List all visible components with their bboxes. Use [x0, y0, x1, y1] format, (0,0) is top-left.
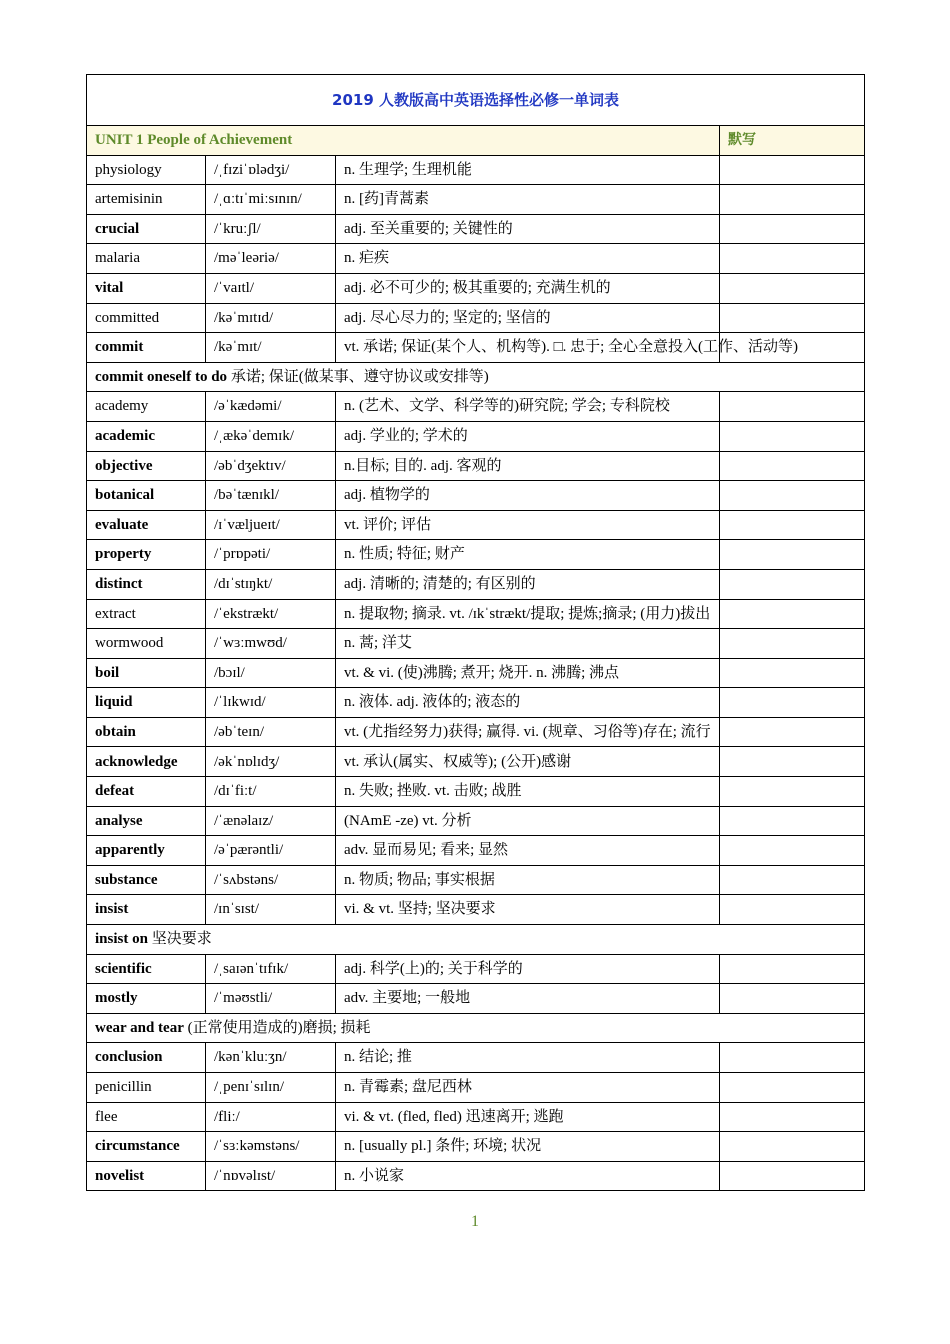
- meaning-cell: adj. 至关重要的; 关键性的: [336, 214, 720, 244]
- unit-header-row: [87, 126, 865, 156]
- word-cell: liquid: [87, 688, 206, 718]
- word-cell: insist: [87, 895, 206, 925]
- word-cell: defeat: [87, 777, 206, 807]
- phrase-cell: [87, 1013, 865, 1043]
- dictation-cell[interactable]: [720, 599, 865, 629]
- dictation-cell[interactable]: [720, 777, 865, 807]
- word-cell: botanical: [87, 481, 206, 511]
- phrase-row: [87, 1013, 865, 1043]
- meaning-cell: (NAmE -ze) vt. 分析: [336, 806, 720, 836]
- phonetic-cell: /əkˈnɒlɪdʒ/: [206, 747, 336, 777]
- meaning-cell: n.目标; 目的. adj. 客观的: [336, 451, 720, 481]
- phonetic-cell: /ˈwɜːmwʊd/: [206, 629, 336, 659]
- dictation-cell[interactable]: [720, 451, 865, 481]
- dictation-cell[interactable]: [720, 629, 865, 659]
- phrase-text: commit oneself to do: [95, 368, 228, 385]
- phonetic-cell: /əˈkædəmi/: [206, 392, 336, 422]
- phonetic-cell: /kəˈmɪt/: [206, 333, 336, 363]
- phonetic-cell: /ˈænəlaɪz/: [206, 806, 336, 836]
- word-row: [87, 481, 865, 511]
- word-row: [87, 747, 865, 777]
- phonetic-cell: /ˈnɒvəlɪst/: [206, 1161, 336, 1191]
- phrase-text: wear and tear: [95, 1019, 184, 1036]
- meaning-cell: n. [药]青蒿素: [336, 185, 720, 215]
- word-cell: boil: [87, 658, 206, 688]
- word-row: [87, 1102, 865, 1132]
- word-cell: substance: [87, 865, 206, 895]
- word-row: [87, 954, 865, 984]
- word-cell: wormwood: [87, 629, 206, 659]
- word-cell: objective: [87, 451, 206, 481]
- dictation-cell[interactable]: [720, 510, 865, 540]
- dictation-cell[interactable]: [720, 688, 865, 718]
- dictation-cell[interactable]: [720, 481, 865, 511]
- phonetic-cell: /əbˈdʒektɪv/: [206, 451, 336, 481]
- phonetic-cell: /kəˈmɪtɪd/: [206, 303, 336, 333]
- meaning-cell: vt. 评价; 评估: [336, 510, 720, 540]
- phonetic-cell: /ˈvaɪtl/: [206, 273, 336, 303]
- meaning-cell: n. 失败; 挫败. vt. 击败; 战胜: [336, 777, 720, 807]
- meaning-cell: n. 液体. adj. 液体的; 液态的: [336, 688, 720, 718]
- meaning-cell: adj. 尽心尽力的; 坚定的; 坚信的: [336, 303, 720, 333]
- word-row: [87, 510, 865, 540]
- phonetic-cell: /bɔɪl/: [206, 658, 336, 688]
- meaning-cell: n. 生理学; 生理机能: [336, 155, 720, 185]
- word-row: [87, 688, 865, 718]
- phonetic-cell: /ˈkruːʃl/: [206, 214, 336, 244]
- dictation-cell[interactable]: [720, 1161, 865, 1191]
- phonetic-cell: /kənˈkluːʒn/: [206, 1043, 336, 1073]
- phrase-cell: [87, 362, 865, 392]
- phonetic-cell: /dɪˈstɪŋkt/: [206, 569, 336, 599]
- word-cell: apparently: [87, 836, 206, 866]
- word-cell: flee: [87, 1102, 206, 1132]
- dictation-cell[interactable]: [720, 1102, 865, 1132]
- dictation-cell[interactable]: [720, 895, 865, 925]
- dictation-column-header: 默写: [720, 126, 865, 156]
- word-cell: acknowledge: [87, 747, 206, 777]
- dictation-cell[interactable]: [720, 185, 865, 215]
- dictation-cell[interactable]: [720, 658, 865, 688]
- word-row: [87, 451, 865, 481]
- meaning-cell: n. [usually pl.] 条件; 环境; 状况: [336, 1132, 720, 1162]
- phrase-meaning: 坚决要求: [151, 931, 212, 948]
- word-cell: conclusion: [87, 1043, 206, 1073]
- word-cell: academy: [87, 392, 206, 422]
- word-row: [87, 392, 865, 422]
- phonetic-cell: /ˈlɪkwɪd/: [206, 688, 336, 718]
- phonetic-cell: /əbˈteɪn/: [206, 717, 336, 747]
- meaning-cell: adj. 学业的; 学术的: [336, 421, 720, 451]
- phonetic-cell: /ˌfɪziˈɒlədʒi/: [206, 155, 336, 185]
- meaning-cell: adv. 显而易见; 看来; 显然: [336, 836, 720, 866]
- phonetic-cell: /ˈprɒpəti/: [206, 540, 336, 570]
- dictation-cell[interactable]: [720, 244, 865, 274]
- meaning-cell: adj. 必不可少的; 极其重要的; 充满生机的: [336, 273, 720, 303]
- phonetic-cell: /ˌækəˈdemɪk/: [206, 421, 336, 451]
- meaning-cell: n. 疟疾: [336, 244, 720, 274]
- word-row: [87, 836, 865, 866]
- meaning-cell: n. 结论; 推: [336, 1043, 720, 1073]
- meaning-cell: n. 小说家: [336, 1161, 720, 1191]
- word-row: [87, 1132, 865, 1162]
- meaning-cell: vt. & vi. (使)沸腾; 煮开; 烧开. n. 沸腾; 沸点: [336, 658, 720, 688]
- word-row: [87, 155, 865, 185]
- word-row: [87, 214, 865, 244]
- dictation-cell[interactable]: [720, 569, 865, 599]
- meaning-cell: vt. 承认(属实、权威等); (公开)感谢: [336, 747, 720, 777]
- meaning-cell: n. 物质; 物品; 事实根据: [336, 865, 720, 895]
- phonetic-cell: /əˈpærəntli/: [206, 836, 336, 866]
- word-row: [87, 599, 865, 629]
- meaning-cell: vi. & vt. 坚持; 坚决要求: [336, 895, 720, 925]
- phonetic-cell: /ɪnˈsɪst/: [206, 895, 336, 925]
- dictation-cell[interactable]: [720, 747, 865, 777]
- word-cell: crucial: [87, 214, 206, 244]
- word-cell: extract: [87, 599, 206, 629]
- dictation-cell[interactable]: [720, 836, 865, 866]
- dictation-cell[interactable]: [720, 1132, 865, 1162]
- phonetic-cell: /ˈsʌbstəns/: [206, 865, 336, 895]
- word-row: [87, 273, 865, 303]
- word-cell: committed: [87, 303, 206, 333]
- phonetic-cell: /bəˈtænɪkl/: [206, 481, 336, 511]
- dictation-cell[interactable]: [720, 1073, 865, 1103]
- dictation-cell[interactable]: [720, 392, 865, 422]
- dictation-cell[interactable]: [720, 421, 865, 451]
- meaning-cell: n. 性质; 特征; 财产: [336, 540, 720, 570]
- word-row: [87, 1043, 865, 1073]
- dictation-cell[interactable]: [720, 1043, 865, 1073]
- word-row: [87, 540, 865, 570]
- word-cell: artemisinin: [87, 185, 206, 215]
- word-row: [87, 806, 865, 836]
- dictation-cell[interactable]: [720, 214, 865, 244]
- phonetic-cell: /fliː/: [206, 1102, 336, 1132]
- meaning-cell: adj. 植物学的: [336, 481, 720, 511]
- meaning-cell: vt. (尤指经努力)获得; 赢得. vi. (规章、习俗等)存在; 流行: [336, 717, 720, 747]
- dictation-cell[interactable]: [720, 984, 865, 1014]
- document-title: 2019 人教版高中英语选择性必修一单词表: [87, 75, 865, 126]
- phonetic-cell: /ˈməʊstli/: [206, 984, 336, 1014]
- word-row: [87, 984, 865, 1014]
- word-cell: mostly: [87, 984, 206, 1014]
- unit-label: UNIT 1 People of Achievement: [87, 126, 720, 156]
- word-row: [87, 895, 865, 925]
- phrase-meaning: 承诺; 保证(做某事、遵守协议或安排等): [230, 368, 489, 385]
- word-row: [87, 421, 865, 451]
- word-cell: evaluate: [87, 510, 206, 540]
- dictation-cell[interactable]: [720, 865, 865, 895]
- phrase-cell: [87, 925, 865, 955]
- phrase-text: insist on: [95, 931, 148, 948]
- word-cell: physiology: [87, 155, 206, 185]
- phonetic-cell: /ˈekstrækt/: [206, 599, 336, 629]
- meaning-cell: vt. 承诺; 保证(某个人、机构等). □. 忠于; 全心全意投入(工作、活动等): [336, 333, 720, 363]
- phonetic-cell: /ˈsɜːkəmstəns/: [206, 1132, 336, 1162]
- meaning-cell: adj. 清晰的; 清楚的; 有区别的: [336, 569, 720, 599]
- word-row: [87, 303, 865, 333]
- dictation-cell[interactable]: [720, 806, 865, 836]
- dictation-cell[interactable]: [720, 273, 865, 303]
- word-row: [87, 333, 865, 363]
- phonetic-cell: /ˌɑːtɪˈmiːsɪnɪn/: [206, 185, 336, 215]
- vocabulary-table: [86, 74, 865, 1191]
- word-row: [87, 569, 865, 599]
- word-cell: distinct: [87, 569, 206, 599]
- word-row: [87, 1161, 865, 1191]
- meaning-cell: n. 青霉素; 盘尼西林: [336, 1073, 720, 1103]
- word-row: [87, 244, 865, 274]
- meaning-cell: n. (艺术、文学、科学等的)研究院; 学会; 专科院校: [336, 392, 720, 422]
- meaning-cell: adj. 科学(上)的; 关于科学的: [336, 954, 720, 984]
- meaning-cell: n. 提取物; 摘录. vt. /ɪkˈstrækt/提取; 提炼;摘录; (用力)拔出: [336, 599, 720, 629]
- phrase-row: [87, 362, 865, 392]
- word-cell: malaria: [87, 244, 206, 274]
- word-cell: academic: [87, 421, 206, 451]
- vocabulary-table-body: [87, 75, 865, 1191]
- dictation-cell[interactable]: [720, 155, 865, 185]
- word-row: [87, 629, 865, 659]
- word-cell: circumstance: [87, 1132, 206, 1162]
- phonetic-cell: /dɪˈfiːt/: [206, 777, 336, 807]
- phrase-meaning: (正常使用造成的)磨损; 损耗: [187, 1019, 371, 1036]
- word-cell: obtain: [87, 717, 206, 747]
- phonetic-cell: /məˈleəriə/: [206, 244, 336, 274]
- word-row: [87, 865, 865, 895]
- phonetic-cell: /ˌpenɪˈsɪlɪn/: [206, 1073, 336, 1103]
- word-cell: novelist: [87, 1161, 206, 1191]
- meaning-cell: adv. 主要地; 一般地: [336, 984, 720, 1014]
- phonetic-cell: /ɪˈvæljueɪt/: [206, 510, 336, 540]
- word-row: [87, 777, 865, 807]
- word-cell: penicillin: [87, 1073, 206, 1103]
- word-row: [87, 717, 865, 747]
- page-number: 1: [471, 1213, 479, 1230]
- word-cell: scientific: [87, 954, 206, 984]
- word-row: [87, 185, 865, 215]
- word-row: [87, 1073, 865, 1103]
- title-row: [87, 75, 865, 126]
- dictation-cell[interactable]: [720, 303, 865, 333]
- word-cell: commit: [87, 333, 206, 363]
- dictation-cell[interactable]: [720, 717, 865, 747]
- word-row: [87, 658, 865, 688]
- dictation-cell[interactable]: [720, 540, 865, 570]
- dictation-cell[interactable]: [720, 954, 865, 984]
- word-cell: vital: [87, 273, 206, 303]
- phonetic-cell: /ˌsaɪənˈtɪfɪk/: [206, 954, 336, 984]
- phrase-row: [87, 925, 865, 955]
- word-cell: analyse: [87, 806, 206, 836]
- word-cell: property: [87, 540, 206, 570]
- meaning-cell: n. 蒿; 洋艾: [336, 629, 720, 659]
- meaning-cell: vi. & vt. (fled, fled) 迅速离开; 逃跑: [336, 1102, 720, 1132]
